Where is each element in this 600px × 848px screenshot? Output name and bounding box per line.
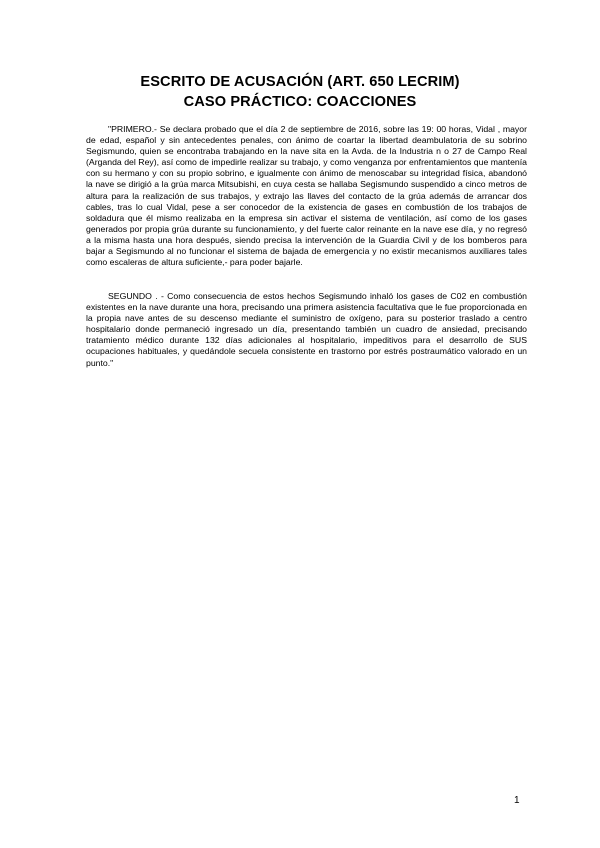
title-line-1: ESCRITO DE ACUSACIÓN (ART. 650 LECRIM)	[140, 74, 460, 90]
page-number: 1	[514, 795, 520, 806]
document-title	[0, 72, 600, 112]
title-line-2: CASO PRÁCTICO: COACCIONES	[183, 94, 417, 110]
paragraph-primero: "PRIMERO.- Se declara probado que el día 2 de septiembre de 2016, sobre las 19: 00 horas, Vidal , mayor de edad, español y sin antecedentes penales, con ánimo de coartar la libertad deambulatoria de su sobrino Segismundo, quien se encontraba trabajando en la nave sita en la Avda. de la Industria n o 27 de Campo Real (Arganda del Rey), así como de impedirle realizar su trabajo, y como venganza por enfrentamientos que mantenía con su hermano y con su propio sobrino, e igualmente con ánimo de menoscabar su integridad física, abandonó la nave se dirigió a la grúa marca Mitsubishi, en cuya cesta se hallaba Segismundo suspendido a cinco metros de altura para la realización de sus trabajos, y extrajo las llaves del contacto de la grúa además de arrancar dos cables, tras lo cual Vidal, pese a ser conocedor de la existencia de gases en combustión de los trabajos de soldadura que él mismo realizaba en la empresa sin activar el sistema de ventilación, así como de los gases generados por propia grúa durante su funcionamiento, y del fuerte calor reinante en la nave ese día, y no regresó a la misma hasta una hora después, siendo precisa la intervención de la Guardia Civil y de los bomberos para bajar a Segismundo al no funcionar el sistema de bajada de emergencia y no existir mecanismos auxiliares tales como escaleras de altura suficiente,- para poder bajarle.	[86, 124, 527, 268]
paragraph-segundo: SEGUNDO . - Como consecuencia de estos hechos Segismundo inhaló los gases de C02 en combustión existentes en la nave durante una hora, precisando una primera asistencia facultativa que le fue proporcionada en la propia nave antes de su descenso mediante el suministro de oxígeno, para su posterior traslado a centro hospitalario donde permaneció ingresado un día, presentando también un cuadro de ansiedad, precisando tratamiento médico durante 132 días adicionales al hospitalario, impeditivos para el desarrollo de SUS ocupaciones habituales, y quedándole secuela consistente en trastorno por estrés postraumático valorado en un punto."	[86, 291, 527, 368]
